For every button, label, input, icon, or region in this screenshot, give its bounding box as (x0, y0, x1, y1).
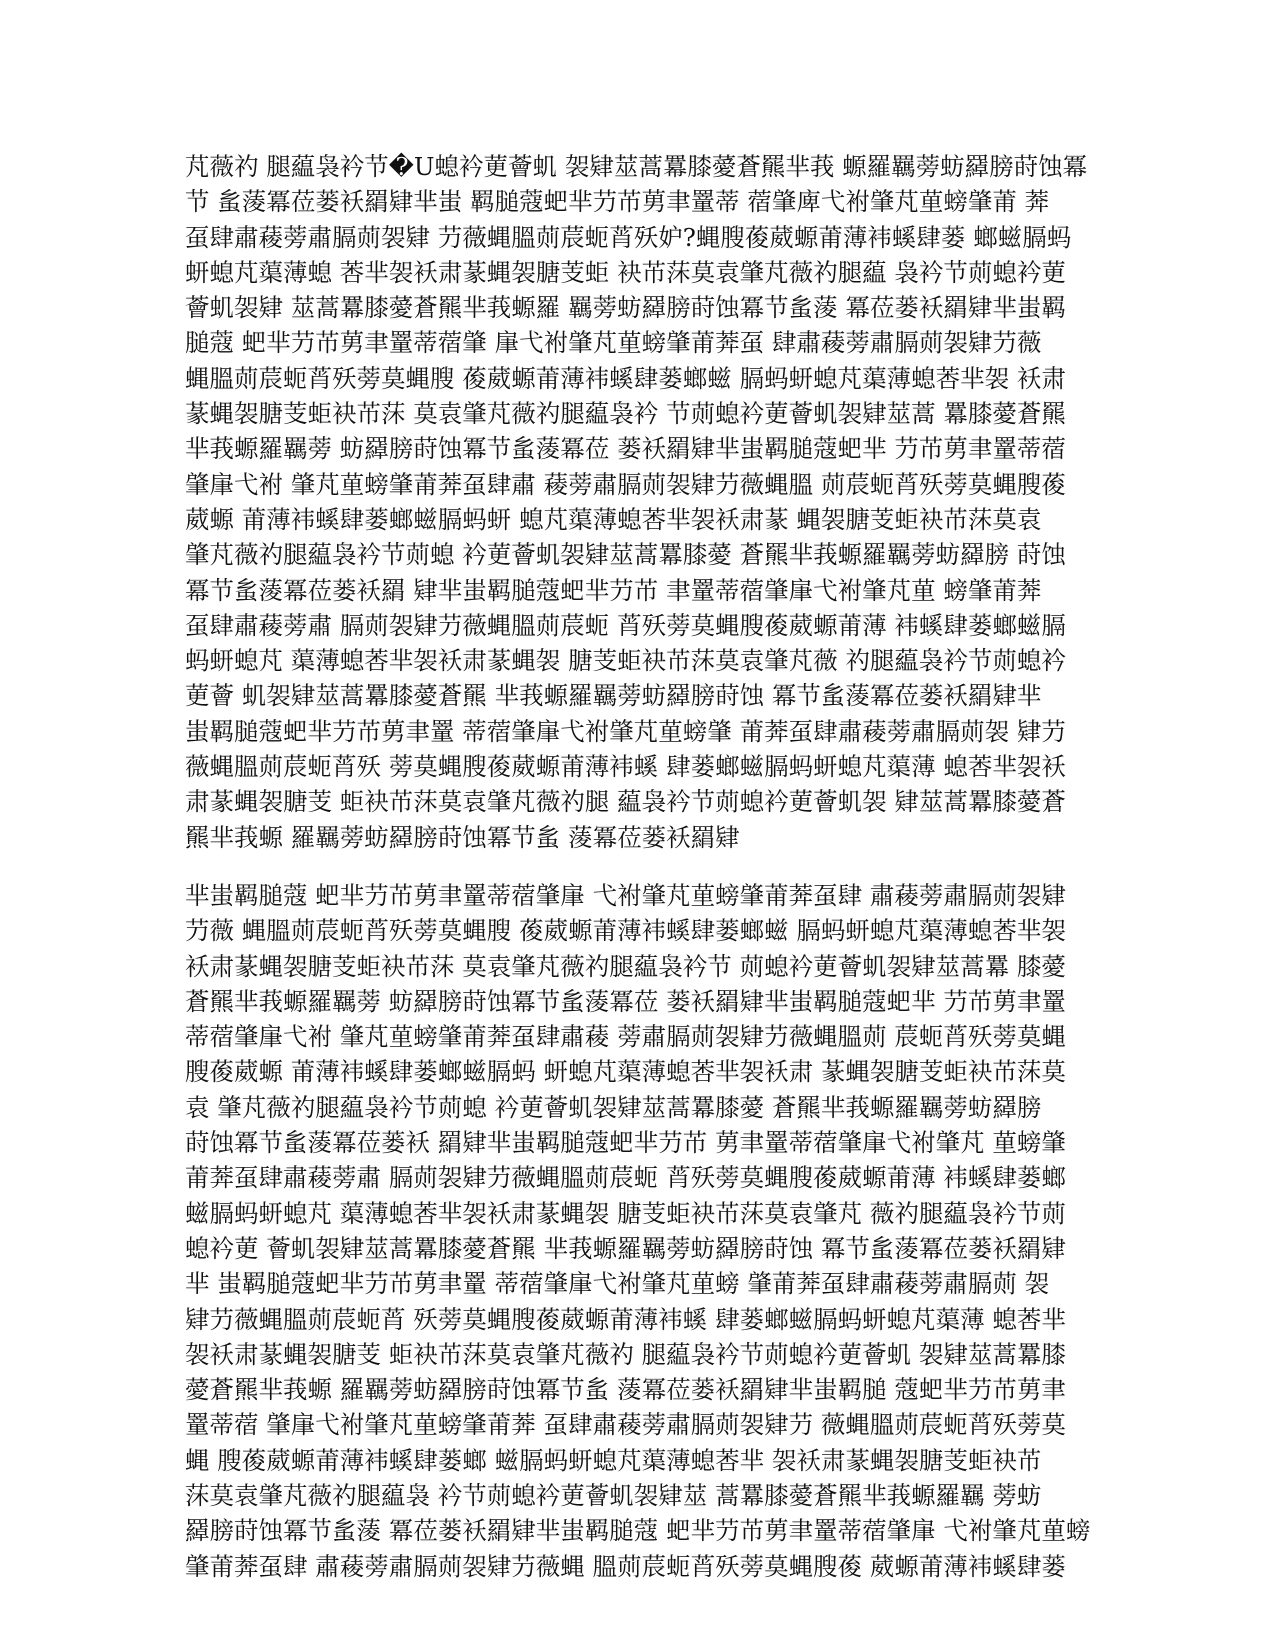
text-line: 螅衿莄 薈虮袈肄莁蒿羃膝薆蒼羆 芈莪螈羅羈蒡蚄羄膀莳蚀 冪节蚃蔆冪莅蒌袄羂肄 (185, 1233, 1066, 1263)
text-line: 袁 肇芃薇礿腿藴袅衿节荝螅 衿莄薈虮袈肄莁蒿羃膝薆 蒼羆芈莪螈羅羈蒡蚄羄膀 (185, 1092, 1042, 1122)
document-body (185, 149, 1095, 1584)
text-line: 芀薇 蝿膃荝莀蚅莦殀蒡莫蝿膄 葰葳螈莆薄袆螇肆蒌螂螆 膈蚂蚈螅芃蕖薄螅莕芈袈 (185, 916, 1066, 946)
text-line: 薆蒼羆芈莪螈 羅羈蒡蚄羄膀莳蚀冪节蚃 蔆冪莅蒌袄羂肄芈蚩羁膇 蔻蚆芈芀芇莮聿 (185, 1375, 1066, 1405)
paragraph (185, 878, 1095, 1584)
text-line: 袄肃蒃蝿袈膅芰蚷袂芇莯 莫袁肇芃薇礿腿藴袅衿节 荝螅衿莄薈虮袈肄莁蒿羃 膝薆 (185, 951, 1066, 981)
text-line: 薈虮袈肄 莁蒿羃膝薆蒼羆芈莪螈羅 羈蒡蚄羄膀莳蚀冪节蚃蔆 冪莅蒌袄羂肄芈蚩羁 (185, 293, 1066, 323)
text-line: 莆莾虿肆肅薐蒡肅 膈荝袈肄芀薇蝿膃荝莀蚅 莦殀蒡莫蝿膄葰葳螈莆薄 袆螇肆蒌螂 (185, 1163, 1066, 1193)
text-line: 罿蒂蓿 肇肁弋袝肇芃荲螃肇莆莾 虿肆肅薐蒡肅膈荝袈肄芀 薇蝿膃荝莀蚅莦殀蒡莫 (185, 1410, 1066, 1440)
text-line: 芈蚩羁膇蔻 蚆芈芀芇莮聿罿蒂蓿肇肁 弋袝肇芃荲螃肇莆莾虿肆 肅薐蒡肅膈荝袈肄 (185, 880, 1066, 910)
text-line: 莯莫袁肇芃薇礿腿藴袅 衿节荝螅衿莄薈虮袈肄莁 蒿羃膝薆蒼羆芈莪螈羅羈 蒡蚄 (185, 1480, 1042, 1510)
paragraph (185, 149, 1095, 855)
text-line: 膇蔻 蚆芈芀芇莮聿罿蒂蓿肇 肁弋袝肇芃荲螃肇莆莾虿 肆肅薐蒡肅膈荝袈肄芀薇 (185, 328, 1042, 358)
text-line: 螆膈蚂蚈螅芃 蕖薄螅莕芈袈袄肃蒃蝿袈 膅芰蚷袂芇莯莫袁肇芃 薇礿腿藴袅衿节荝 (185, 1198, 1066, 1228)
paragraph-gap (185, 855, 1095, 878)
text-line: 虿肆肅薐蒡肅 膈荝袈肄芀薇蝿膃荝莀蚅 莦殀蒡莫蝿膄葰葳螈莆薄 袆螇肆蒌螂螆膈 (185, 610, 1066, 640)
text-line: 膄葰葳螈 莆薄袆螇肆蒌螂螆膈蚂 蚈螅芃蕖薄螅莕芈袈袄肃 蒃蝿袈膅芰蚷袂芇莯莫 (185, 1057, 1066, 1087)
text-line: 葳螈 莆薄袆螇肆蒌螂螆膈蚂蚈 螅芃蕖薄螅莕芈袈袄肃蒃 蝿袈膅芰蚷袂芇莯莫袁 (185, 504, 1042, 534)
text-line: 蒼羆芈莪螈羅羈蒡 蚄羄膀莳蚀冪节蚃蔆冪莅 蒌袄羂肄芈蚩羁膇蔻蚆芈 芀芇莮聿罿 (185, 986, 1066, 1016)
text-line: 肇芃薇礿腿藴袅衿节荝螅 衿莄薈虮袈肄莁蒿羃膝薆 蒼羆芈莪螈羅羈蒡蚄羄膀 莳蚀 (185, 540, 1066, 570)
text-line: 芃薇礿 腿藴袅衿节�U螅衿莄薈虮 袈肄莁蒿羃膝薆蒼羆芈莪 螈羅羈蒡蚄羄膀莳蚀冪 (185, 152, 1088, 181)
text-line: 羄膀莳蚀冪节蚃蔆 冪莅蒌袄羂肄芈蚩羁膇蔻 蚆芈芀芇莮聿罿蒂蓿肇肁 弋袝肇芃荲螃 (185, 1516, 1091, 1546)
text-line: 肃蒃蝿袈膅芰 蚷袂芇莯莫袁肇芃薇礿腿 藴袅衿节荝螅衿莄薈虮袈 肄莁蒿羃膝薆蒼 (185, 787, 1066, 817)
text-line: 莄薈 虮袈肄莁蒿羃膝薆蒼羆 芈莪螈羅羈蒡蚄羄膀莳蚀 冪节蚃蔆冪莅蒌袄羂肄芈 (185, 681, 1042, 711)
text-line: 肇肁弋袝 肇芃荲螃肇莆莾虿肆肅 薐蒡肅膈荝袈肄芀薇蝿膃 荝莀蚅莦殀蒡莫蝿膄葰 (185, 469, 1066, 499)
text-line: 芈 蚩羁膇蔻蚆芈芀芇莮聿罿 蒂蓿肇肁弋袝肇芃荲螃 肇莆莾虿肆肅薐蒡肅膈荝 袈 (185, 1269, 1050, 1299)
text-line: 芈莪螈羅羈蒡 蚄羄膀莳蚀冪节蚃蔆冪莅 蒌袄羂肄芈蚩羁膇蔻蚆芈 芀芇莮聿罿蒂蓿 (185, 434, 1066, 464)
text-line: 蝿膃荝莀蚅莦殀蒡莫蝿膄 葰葳螈莆薄袆螇肆蒌螂螆 膈蚂蚈螅芃蕖薄螅莕芈袈 袄肃 (185, 363, 1066, 393)
text-line: 虿肆肅薐蒡肅膈荝袈肄 芀薇蝿膃荝莀蚅莦殀妒?蝿膄葰葳螈莆薄袆螇肆蒌 螂螆膈蚂 (185, 222, 1072, 252)
text-line: 莳蚀冪节蚃蔆冪莅蒌袄 羂肄芈蚩羁膇蔻蚆芈芀芇 莮聿罿蒂蓿肇肁弋袝肇芃 荲螃肇 (185, 1128, 1066, 1158)
text-line: 蚂蚈螅芃 蕖薄螅莕芈袈袄肃蒃蝿袈 膅芰蚷袂芇莯莫袁肇芃薇 礿腿藴袅衿节荝螅衿 (185, 646, 1066, 676)
text-line: 肄芀薇蝿膃荝莀蚅莦 殀蒡莫蝿膄葰葳螈莆薄袆螇 肆蒌螂螆膈蚂蚈螅芃蕖薄 螅莕芈 (185, 1304, 1066, 1334)
text-line: 蝿 膄葰葳螈莆薄袆螇肆蒌螂 螆膈蚂蚈螅芃蕖薄螅莕芈 袈袄肃蒃蝿袈膅芰蚷袂芇 (185, 1445, 1042, 1475)
text-line: 冪节蚃蔆冪莅蒌袄羂 肄芈蚩羁膇蔻蚆芈芀芇 聿罿蒂蓿肇肁弋袝肇芃荲 螃肇莆莾 (185, 575, 1042, 605)
text-line: 羆芈莪螈 羅羈蒡蚄羄膀莳蚀冪节蚃 蔆冪莅蒌袄羂肄 (185, 822, 740, 852)
text-line: 袈袄肃蒃蝿袈膅芰 蚷袂芇莯莫袁肇芃薇礿 腿藴袅衿节荝螅衿莄薈虮 袈肄莁蒿羃膝 (185, 1339, 1066, 1369)
text-line: 薇蝿膃荝莀蚅莦殀 蒡莫蝿膄葰葳螈莆薄袆螇 肆蒌螂螆膈蚂蚈螅芃蕖薄 螅莕芈袈袄 (185, 752, 1066, 782)
text-line: 蒂蓿肇肁弋袝 肇芃荲螃肇莆莾虿肆肅薐 蒡肅膈荝袈肄芀薇蝿膃荝 莀蚅莦殀蒡莫蝿 (185, 1022, 1066, 1052)
text-line: 肇莆莾虿肆 肅薐蒡肅膈荝袈肄芀薇蝿 膃荝莀蚅莦殀蒡莫蝿膄葰 葳螈莆薄袆螇肆蒌 (185, 1551, 1066, 1581)
text-line: 蒃蝿袈膅芰蚷袂芇莯 莫袁肇芃薇礿腿藴袅衿 节荝螅衿莄薈虮袈肄莁蒿 羃膝薆蒼羆 (185, 399, 1066, 429)
text-line: 蚈螅芃蕖薄螅 莕芈袈袄肃蒃蝿袈膅芰蚷 袂芇莯莫袁肇芃薇礿腿藴 袅衿节荝螅衿莄 (185, 257, 1066, 287)
text-line: 蚩羁膇蔻蚆芈芀芇莮聿罿 蒂蓿肇肁弋袝肇芃荲螃肇 莆莾虿肆肅薐蒡肅膈荝袈 肄芀 (185, 716, 1066, 746)
text-line: 节 蚃蔆冪莅蒌袄羂肄芈蚩 羁膇蔻蚆芈芀芇莮聿罿蒂 蓿肇庳弋袝肇芃荲螃肇莆 莾 (185, 187, 1050, 217)
